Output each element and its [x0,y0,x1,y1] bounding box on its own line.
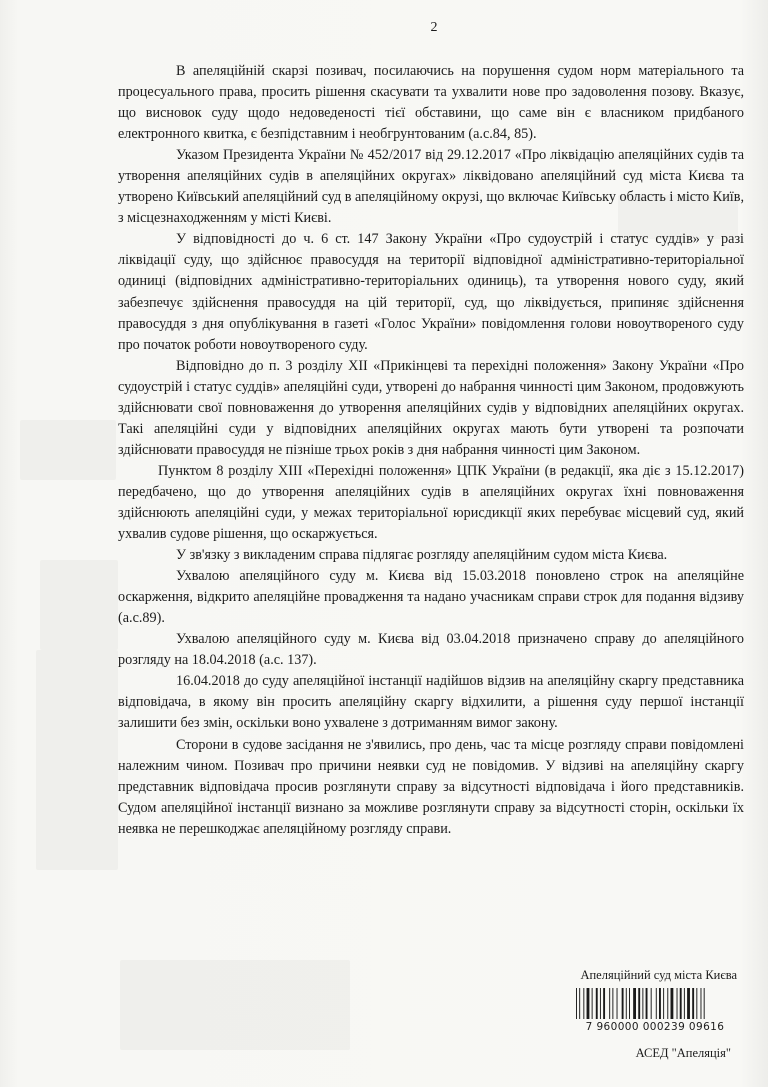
court-name: Апеляційний суд міста Києва [580,968,737,982]
barcode-bar [626,988,627,1019]
bleed-through-mark [40,560,118,650]
bleed-through-mark [120,960,350,1050]
barcode [574,988,736,1036]
barcode-bar [633,988,636,1019]
barcode-bar [642,988,643,1019]
paragraph-cpc-provisions: Пунктом 8 розділу XIII «Перехідні положення» ЦПК України (в редакції, яка діє з 15.12.2017) передбачено, що до утворення апеляційних судів в апеляційних округах їхні повноваження здійснюють апеляційні суди, у межах територіальної юрисдикції яких перебуває місцевий суд, який ухвалив судове рішення, що оскаржується. [118,462,744,543]
barcode-bar [656,988,657,1019]
barcode-bar [659,988,661,1019]
barcode-bar [622,988,624,1019]
paragraph-presidential-decree: Указом Президента України № 452/2017 від 29.12.2017 «Про ліквідацію апеляційних судів та утворення апеляційних судів в апеляційних округах» ліквідовано апеляційний суд міста Києва та утворено Київський апеляційний суд в апеляційному окрузі, що включає Київську область і місто Київ, з місцезнаходженням у місті Києві. [118,147,744,227]
barcode-bar [651,988,652,1019]
barcode-bar [617,988,618,1019]
barcode-bar [704,988,705,1019]
barcode-number: 7 960000 000239 09616 [585,1021,725,1033]
paragraph-transitional-provisions: Відповідно до п. 3 розділу XII «Прикінцеві та перехідні положення» Закону України «Про судоустрій і статус суддів» апеляційні суди, утворені до набрання чинності цим Законом, продовжують здійснювати свої повноваження до утворення апеляційних судів у відповідних апеляційних округах. Такі апеляційні суди у відповідних апеляційних округах мають бути утворені та розпочати здійснювати правосуддя не пізніше трьох років з дня набрання чинності цим Законом. [118,357,744,458]
barcode-bars [574,988,736,1022]
barcode-bar [687,988,690,1019]
barcode-bar [576,988,577,1019]
paragraph-response: 16.04.2018 до суду апеляційної інстанції надійшов відзив на апеляційну скаргу представника відповідача, в якому він просить апеляційну скаргу відхилити, а рішення суду першої інстанції залишити без змін, оскільки воно ухвалене з дотриманням вимог закону. [118,673,744,732]
paragraph-jurisdiction: У зв'язку з викладеним справа підлягає розгляду апеляційним судом міста Києва. [176,547,668,564]
barcode-bar [612,988,613,1019]
barcode-bar [663,988,664,1019]
barcode-bar [646,988,648,1019]
paragraph-ruling-0304: Ухвалою апеляційного суду м. Києва від 03.04.2018 призначено справу до апеляційного розгляду на 18.04.2018 (а.с. 137). [118,631,744,669]
barcode-bar [592,988,593,1019]
bleed-through-mark [36,650,118,870]
paragraph-appeal-claim: В апеляційній скарзі позивач, посилаючись на порушення судом норм матеріального та процесуального права, просить рішення скасувати та ухвалити нове про задоволення позову. Вказує, що висновок суду щодо недоведеності тієї обставини, що саме він є власником придбаного електронного квитка, є безпідставним і необгрунтованим (а.с.84, 85). [118,63,744,143]
barcode-bar [677,988,678,1019]
document-body [118,61,744,840]
barcode-bar [587,988,590,1019]
barcode-bar [680,988,682,1019]
paragraph-ruling-1503: Ухвалою апеляційного суду м. Києва від 15.03.2018 поновлено строк на апеляційне оскарження, відкрито апеляційне провадження та надано учасникам справи строк для подання відзиву (а.с.89). [118,568,744,627]
paragraph-law-article-147: У відповідності до ч. 6 ст. 147 Закону України «Про судоустрій і статус суддів» у разі ліквідації суду, що здійснює правосуддя на території відповідної адміністративно-територіальної одиниці (відповідних адміністративно-територіальних одиниць), та утворення нового суду, який забезпечує здійснення правосуддя на цій території, суд, що ліквідується, припиняє здійснення правосуддя з дня опублікування в газеті «Голос України» повідомлення голови новоутвореного суду про початок роботи новоутвореного суду. [118,231,744,353]
barcode-bar [579,988,580,1019]
system-label: АСЕД "Апеляція" [635,1046,731,1060]
barcode-bar [684,988,685,1019]
barcode-bar [638,988,640,1019]
barcode-bar [583,988,584,1019]
barcode-bar [600,988,601,1019]
barcode-bar [629,988,630,1019]
barcode-bar [609,988,610,1019]
paragraph-hearing: Сторони в судове засідання не з'явились, про день, час та місце розгляду справи повідомлені належним чином. Позивач про причини неявки суд не повідомив. У відзиві на апеляційну скаргу представник відповідача просив розглянути справу за відсутності відповідача і його представників. Судом апеляційної інстанції визнано за можливе розглянути справу за відсутності сторін, оскільки їх неявка не перешкоджає апеляційному розгляду справи. [118,736,744,837]
barcode-bar [701,988,702,1019]
barcode-bar [667,988,668,1019]
barcode-bar [692,988,694,1019]
barcode-bar [603,988,605,1019]
page-number: 2 [430,20,438,35]
barcode-bar [696,988,697,1019]
barcode-bar [671,988,674,1019]
bleed-through-mark [20,420,116,480]
barcode-bar [596,988,598,1019]
